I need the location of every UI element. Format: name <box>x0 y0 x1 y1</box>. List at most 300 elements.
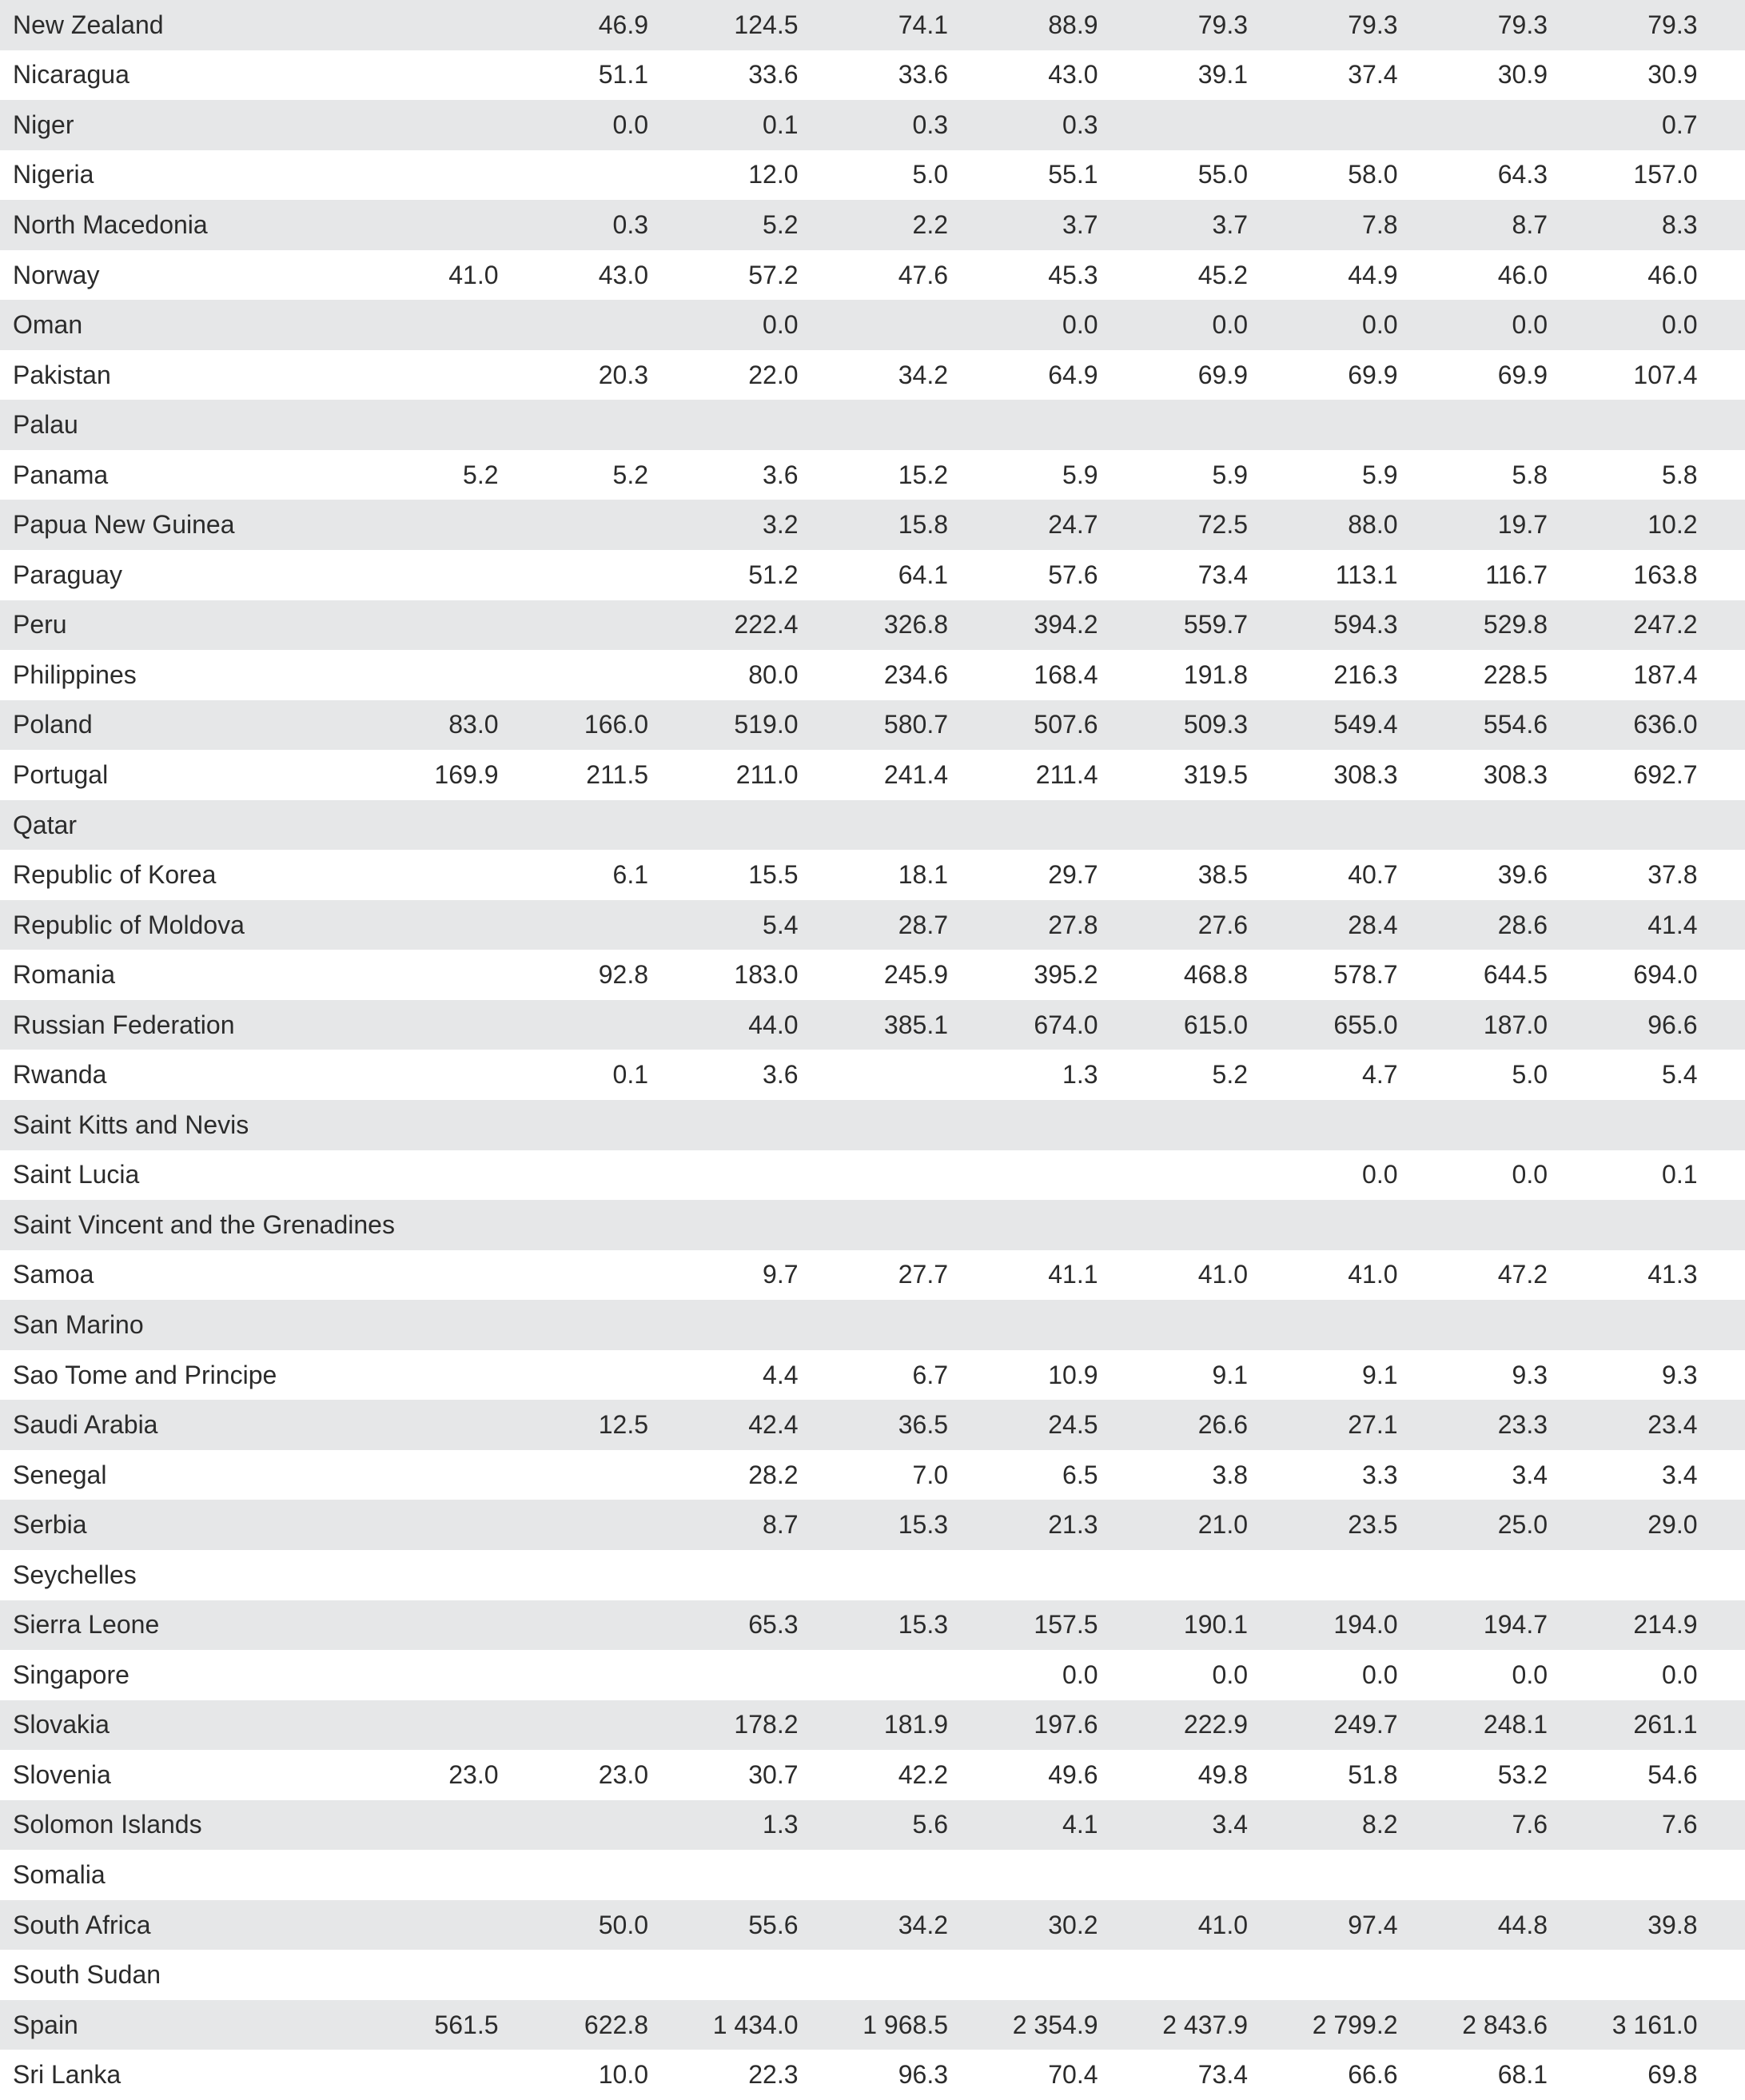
value-cell: 326.8 <box>883 610 948 640</box>
table-row <box>0 650 1745 700</box>
value-cell: 41.0 <box>1197 1260 1248 1289</box>
value-cell: 49.6 <box>1048 1759 1098 1789</box>
table-row <box>0 500 1745 550</box>
country-name: Niger <box>13 110 74 139</box>
country-name: New Zealand <box>13 10 164 39</box>
value-cell: 694.0 <box>1633 960 1698 990</box>
table-row <box>0 1100 1745 1150</box>
value-cell: 37.4 <box>1348 60 1398 90</box>
value-cell: 42.2 <box>898 1759 948 1789</box>
value-cell: 10.2 <box>1647 510 1698 540</box>
value-cell: 178.2 <box>734 1710 799 1739</box>
value-cell: 12.0 <box>748 160 799 189</box>
value-cell: 5.2 <box>612 460 648 489</box>
value-cell: 509.3 <box>1183 710 1248 739</box>
value-cell: 187.0 <box>1483 1010 1548 1039</box>
value-cell: 73.4 <box>1197 560 1248 589</box>
value-cell: 308.3 <box>1483 759 1548 789</box>
value-cell: 9.1 <box>1212 1360 1248 1389</box>
value-cell: 18.1 <box>898 860 948 890</box>
country-name: Poland <box>13 710 93 739</box>
value-cell: 30.9 <box>1647 60 1698 90</box>
value-cell: 5.6 <box>912 1810 948 1839</box>
country-name: Seychelles <box>13 1560 137 1589</box>
value-cell: 66.6 <box>1348 2060 1398 2090</box>
value-cell: 7.0 <box>912 1460 948 1489</box>
value-cell: 674.0 <box>1034 1010 1098 1039</box>
country-name: Serbia <box>13 1510 87 1540</box>
value-cell: 3.4 <box>1662 1460 1698 1489</box>
value-cell: 12.5 <box>598 1410 648 1440</box>
value-cell: 28.6 <box>1497 910 1548 939</box>
value-cell: 5.9 <box>1212 460 1248 489</box>
value-cell: 214.9 <box>1633 1610 1698 1640</box>
value-cell: 41.0 <box>448 260 499 289</box>
value-cell: 168.4 <box>1034 659 1098 689</box>
value-cell: 395.2 <box>1034 960 1098 990</box>
value-cell: 15.3 <box>898 1510 948 1540</box>
value-cell: 55.1 <box>1048 160 1098 189</box>
value-cell: 21.3 <box>1048 1510 1098 1540</box>
table-row <box>0 1900 1745 1951</box>
value-cell: 0.0 <box>1362 310 1398 340</box>
value-cell: 51.8 <box>1348 1759 1398 1789</box>
country-name: Russian Federation <box>13 1010 235 1039</box>
value-cell: 36.5 <box>898 1410 948 1440</box>
value-cell: 216.3 <box>1333 659 1398 689</box>
table-row <box>0 50 1745 101</box>
country-name: Papua New Guinea <box>13 510 235 540</box>
value-cell: 39.1 <box>1197 60 1248 90</box>
value-cell: 10.9 <box>1048 1360 1098 1389</box>
country-name: Sao Tome and Principe <box>13 1360 277 1389</box>
value-cell: 65.3 <box>748 1610 799 1640</box>
table-row <box>0 1850 1745 1900</box>
table-row <box>0 1300 1745 1350</box>
value-cell: 3.6 <box>763 1060 799 1090</box>
country-name: South Sudan <box>13 1960 161 1990</box>
value-cell: 580.7 <box>883 710 948 739</box>
value-cell: 55.6 <box>748 1910 799 1939</box>
value-cell: 594.3 <box>1333 610 1398 640</box>
value-cell: 107.4 <box>1633 360 1698 389</box>
value-cell: 644.5 <box>1483 960 1548 990</box>
value-cell: 51.2 <box>748 560 799 589</box>
country-name: Republic of Korea <box>13 860 217 890</box>
value-cell: 3.7 <box>1062 209 1098 239</box>
table-row <box>0 100 1745 150</box>
value-cell: 197.6 <box>1034 1710 1098 1739</box>
value-cell: 692.7 <box>1633 759 1698 789</box>
value-cell: 2 799.2 <box>1312 2010 1398 2039</box>
value-cell: 554.6 <box>1483 710 1548 739</box>
value-cell: 46.9 <box>598 10 648 39</box>
value-cell: 96.3 <box>898 2060 948 2090</box>
table-row <box>0 600 1745 651</box>
value-cell: 34.2 <box>898 1910 948 1939</box>
value-cell: 9.1 <box>1362 1360 1398 1389</box>
country-name: Slovakia <box>13 1710 110 1739</box>
table-row <box>0 0 1745 50</box>
table-row <box>0 450 1745 500</box>
value-cell: 50.0 <box>598 1910 648 1939</box>
value-cell: 7.6 <box>1662 1810 1698 1839</box>
value-cell: 39.8 <box>1647 1910 1698 1939</box>
country-name: Romania <box>13 960 116 990</box>
value-cell: 70.4 <box>1048 2060 1098 2090</box>
country-name: Solomon Islands <box>13 1810 202 1839</box>
value-cell: 241.4 <box>883 759 948 789</box>
value-cell: 0.1 <box>612 1060 648 1090</box>
country-name: Nicaragua <box>13 60 129 90</box>
value-cell: 19.7 <box>1497 510 1548 540</box>
value-cell: 8.7 <box>763 1510 799 1540</box>
value-cell: 211.4 <box>1035 759 1098 789</box>
value-cell: 40.7 <box>1348 860 1398 890</box>
value-cell: 157.5 <box>1034 1610 1098 1640</box>
table-row <box>0 1450 1745 1500</box>
value-cell: 5.9 <box>1062 460 1098 489</box>
value-cell: 9.3 <box>1512 1360 1548 1389</box>
value-cell: 4.7 <box>1362 1060 1398 1090</box>
value-cell: 245.9 <box>883 960 948 990</box>
value-cell: 23.5 <box>1348 1510 1398 1540</box>
table-row <box>0 2000 1745 2050</box>
value-cell: 83.0 <box>448 710 499 739</box>
value-cell: 8.7 <box>1512 209 1548 239</box>
value-cell: 5.8 <box>1662 460 1698 489</box>
value-cell: 394.2 <box>1034 610 1098 640</box>
country-name: Qatar <box>13 810 78 839</box>
value-cell: 6.1 <box>612 860 648 890</box>
value-cell: 615.0 <box>1183 1010 1248 1039</box>
value-cell: 27.8 <box>1048 910 1098 939</box>
value-cell: 5.4 <box>1662 1060 1698 1090</box>
value-cell: 211.0 <box>735 759 799 789</box>
table-row <box>0 1500 1745 1550</box>
value-cell: 194.7 <box>1483 1610 1548 1640</box>
value-cell: 5.0 <box>1512 1060 1548 1090</box>
value-cell: 0.3 <box>912 110 948 139</box>
table-row <box>0 1650 1745 1700</box>
value-cell: 157.0 <box>1633 160 1698 189</box>
value-cell: 3 161.0 <box>1612 2010 1698 2039</box>
value-cell: 655.0 <box>1333 1010 1398 1039</box>
value-cell: 44.9 <box>1348 260 1398 289</box>
value-cell: 636.0 <box>1633 710 1698 739</box>
table-row <box>0 1050 1745 1100</box>
value-cell: 30.9 <box>1497 60 1548 90</box>
country-name: Spain <box>13 2010 78 2039</box>
value-cell: 2.2 <box>912 209 948 239</box>
value-cell: 0.0 <box>612 110 648 139</box>
value-cell: 79.3 <box>1647 10 1698 39</box>
value-cell: 622.8 <box>584 2010 648 2039</box>
country-name: South Africa <box>13 1910 151 1939</box>
table-row <box>0 300 1745 350</box>
table-row <box>0 1750 1745 1800</box>
value-cell: 166.0 <box>584 710 648 739</box>
value-cell: 3.8 <box>1212 1460 1248 1489</box>
value-cell: 2 354.9 <box>1012 2010 1098 2039</box>
value-cell: 41.4 <box>1647 910 1698 939</box>
value-cell: 43.0 <box>598 260 648 289</box>
value-cell: 183.0 <box>734 960 799 990</box>
value-cell: 3.3 <box>1362 1460 1398 1489</box>
value-cell: 0.0 <box>763 310 799 340</box>
value-cell: 8.3 <box>1662 209 1698 239</box>
value-cell: 69.9 <box>1197 360 1248 389</box>
value-cell: 88.9 <box>1048 10 1098 39</box>
value-cell: 22.0 <box>748 360 799 389</box>
value-cell: 6.7 <box>912 1360 948 1389</box>
value-cell: 33.6 <box>898 60 948 90</box>
value-cell: 64.9 <box>1048 360 1098 389</box>
value-cell: 4.1 <box>1062 1810 1098 1839</box>
value-cell: 29.0 <box>1647 1510 1698 1540</box>
value-cell: 8.2 <box>1362 1810 1398 1839</box>
value-cell: 113.1 <box>1335 560 1398 589</box>
value-cell: 45.2 <box>1197 260 1248 289</box>
country-name: Saint Lucia <box>13 1160 140 1189</box>
value-cell: 0.1 <box>763 110 799 139</box>
value-cell: 27.6 <box>1197 910 1248 939</box>
value-cell: 27.7 <box>898 1260 948 1289</box>
country-name: Somalia <box>13 1860 106 1889</box>
country-name: Senegal <box>13 1460 107 1489</box>
value-cell: 88.0 <box>1348 510 1398 540</box>
value-cell: 5.8 <box>1512 460 1548 489</box>
table-row <box>0 950 1745 1000</box>
value-cell: 54.6 <box>1647 1759 1698 1789</box>
table-row <box>0 1250 1745 1301</box>
value-cell: 29.7 <box>1048 860 1098 890</box>
value-cell: 1 968.5 <box>863 2010 948 2039</box>
value-cell: 10.0 <box>598 2060 648 2090</box>
value-cell: 28.7 <box>898 910 948 939</box>
value-cell: 561.5 <box>434 2010 499 2039</box>
country-name: Rwanda <box>13 1060 107 1090</box>
value-cell: 0.0 <box>1212 1660 1248 1689</box>
country-name: Palau <box>13 410 78 440</box>
country-name: Philippines <box>13 659 137 689</box>
value-cell: 28.2 <box>748 1460 799 1489</box>
country-name: Pakistan <box>13 360 111 389</box>
value-cell: 181.9 <box>883 1710 948 1739</box>
value-cell: 68.1 <box>1497 2060 1548 2090</box>
value-cell: 39.6 <box>1497 860 1548 890</box>
value-cell: 55.0 <box>1197 160 1248 189</box>
country-name: Sierra Leone <box>13 1610 160 1640</box>
table-row <box>0 900 1745 950</box>
value-cell: 73.4 <box>1197 2060 1248 2090</box>
value-cell: 47.2 <box>1497 1260 1548 1289</box>
country-name: Republic of Moldova <box>13 910 245 939</box>
table-row <box>0 1800 1745 1851</box>
value-cell: 308.3 <box>1333 759 1398 789</box>
country-name: Nigeria <box>13 160 94 189</box>
table-row <box>0 1400 1745 1450</box>
value-cell: 43.0 <box>1048 60 1098 90</box>
table-row <box>0 1200 1745 1250</box>
value-cell: 58.0 <box>1348 160 1398 189</box>
country-name: Singapore <box>13 1660 129 1689</box>
table-row <box>0 750 1745 800</box>
value-cell: 3.7 <box>1212 209 1248 239</box>
value-cell: 44.0 <box>748 1010 799 1039</box>
value-cell: 51.1 <box>598 60 648 90</box>
table-row <box>0 350 1745 400</box>
country-name: Saint Vincent and the Grenadines <box>13 1209 395 1239</box>
value-cell: 97.4 <box>1348 1910 1398 1939</box>
value-cell: 44.8 <box>1497 1910 1548 1939</box>
value-cell: 1.3 <box>763 1810 799 1839</box>
value-cell: 23.0 <box>448 1759 499 1789</box>
value-cell: 34.2 <box>898 360 948 389</box>
table-row <box>0 1700 1745 1751</box>
table-row <box>0 250 1745 301</box>
value-cell: 0.0 <box>1362 1660 1398 1689</box>
value-cell: 6.5 <box>1062 1460 1098 1489</box>
value-cell: 42.4 <box>748 1410 799 1440</box>
value-cell: 261.1 <box>1633 1710 1698 1739</box>
value-cell: 0.0 <box>1062 310 1098 340</box>
table-row <box>0 1350 1745 1401</box>
value-cell: 190.1 <box>1183 1610 1248 1640</box>
value-cell: 79.3 <box>1197 10 1248 39</box>
value-cell: 191.8 <box>1183 659 1248 689</box>
table-row <box>0 200 1745 250</box>
country-name: Slovenia <box>13 1759 111 1789</box>
value-cell: 4.4 <box>763 1360 799 1389</box>
value-cell: 41.0 <box>1197 1910 1248 1939</box>
value-cell: 25.0 <box>1497 1510 1548 1540</box>
value-cell: 249.7 <box>1333 1710 1398 1739</box>
value-cell: 38.5 <box>1197 860 1248 890</box>
value-cell: 247.2 <box>1633 610 1698 640</box>
country-name: Saudi Arabia <box>13 1410 158 1440</box>
value-cell: 1.3 <box>1062 1060 1098 1090</box>
value-cell: 529.8 <box>1483 610 1548 640</box>
value-cell: 33.6 <box>748 60 799 90</box>
value-cell: 319.5 <box>1183 759 1248 789</box>
value-cell: 96.6 <box>1647 1010 1698 1039</box>
value-cell: 234.6 <box>883 659 948 689</box>
country-name: Portugal <box>13 759 109 789</box>
value-cell: 0.3 <box>1062 110 1098 139</box>
value-cell: 23.4 <box>1647 1410 1698 1440</box>
value-cell: 519.0 <box>734 710 799 739</box>
value-cell: 26.6 <box>1197 1410 1248 1440</box>
table-row <box>0 850 1745 900</box>
value-cell: 5.2 <box>463 460 499 489</box>
value-cell: 22.3 <box>748 2060 799 2090</box>
table-row <box>0 1950 1745 2000</box>
value-cell: 47.6 <box>898 260 948 289</box>
value-cell: 0.0 <box>1212 310 1248 340</box>
value-cell: 15.8 <box>898 510 948 540</box>
country-name: North Macedonia <box>13 209 208 239</box>
value-cell: 3.2 <box>763 510 799 540</box>
value-cell: 507.6 <box>1034 710 1098 739</box>
value-cell: 24.5 <box>1048 1410 1098 1440</box>
value-cell: 69.9 <box>1497 360 1548 389</box>
value-cell: 49.8 <box>1197 1759 1248 1789</box>
value-cell: 69.9 <box>1348 360 1398 389</box>
value-cell: 0.0 <box>1512 1660 1548 1689</box>
country-name: Norway <box>13 260 100 289</box>
value-cell: 28.4 <box>1348 910 1398 939</box>
table-row <box>0 1000 1745 1050</box>
table-row <box>0 550 1745 600</box>
value-cell: 228.5 <box>1483 659 1548 689</box>
value-cell: 2 843.6 <box>1462 2010 1548 2039</box>
table-row <box>0 1600 1745 1651</box>
value-cell: 0.0 <box>1662 310 1698 340</box>
value-cell: 9.7 <box>763 1260 799 1289</box>
value-cell: 0.0 <box>1512 310 1548 340</box>
value-cell: 5.9 <box>1362 460 1398 489</box>
value-cell: 41.1 <box>1048 1260 1098 1289</box>
table-row <box>0 700 1745 751</box>
value-cell: 169.9 <box>434 759 499 789</box>
value-cell: 21.0 <box>1197 1510 1248 1540</box>
country-name: San Marino <box>13 1309 144 1339</box>
value-cell: 57.6 <box>1048 560 1098 589</box>
value-cell: 23.0 <box>598 1759 648 1789</box>
value-cell: 41.3 <box>1647 1260 1698 1289</box>
value-cell: 0.1 <box>1662 1160 1698 1189</box>
value-cell: 0.3 <box>612 209 648 239</box>
value-cell: 116.7 <box>1485 560 1548 589</box>
value-cell: 7.8 <box>1362 209 1398 239</box>
value-cell: 578.7 <box>1333 960 1398 990</box>
value-cell: 15.3 <box>898 1610 948 1640</box>
value-cell: 7.6 <box>1512 1810 1548 1839</box>
value-cell: 5.0 <box>912 160 948 189</box>
country-name: Panama <box>13 460 109 489</box>
value-cell: 53.2 <box>1497 1759 1548 1789</box>
value-cell: 211.5 <box>586 759 648 789</box>
value-cell: 187.4 <box>1633 659 1698 689</box>
value-cell: 0.0 <box>1362 1160 1398 1189</box>
value-cell: 0.7 <box>1662 110 1698 139</box>
value-cell: 124.5 <box>734 10 799 39</box>
value-cell: 92.8 <box>598 960 648 990</box>
value-cell: 27.1 <box>1348 1410 1398 1440</box>
value-cell: 41.0 <box>1348 1260 1398 1289</box>
value-cell: 549.4 <box>1333 710 1398 739</box>
value-cell: 163.8 <box>1633 560 1698 589</box>
value-cell: 0.0 <box>1512 1160 1548 1189</box>
value-cell: 559.7 <box>1183 610 1248 640</box>
table-row <box>0 800 1745 851</box>
value-cell: 79.3 <box>1348 10 1398 39</box>
value-cell: 30.2 <box>1048 1910 1098 1939</box>
value-cell: 385.1 <box>883 1010 948 1039</box>
value-cell: 15.5 <box>748 860 799 890</box>
value-cell: 248.1 <box>1483 1710 1548 1739</box>
value-cell: 0.0 <box>1062 1660 1098 1689</box>
country-name: Saint Kitts and Nevis <box>13 1110 249 1139</box>
country-name: Oman <box>13 310 83 340</box>
table-row <box>0 150 1745 201</box>
value-cell: 0.0 <box>1662 1660 1698 1689</box>
value-cell: 3.6 <box>763 460 799 489</box>
value-cell: 9.3 <box>1662 1360 1698 1389</box>
value-cell: 57.2 <box>748 260 799 289</box>
value-cell: 3.4 <box>1212 1810 1248 1839</box>
